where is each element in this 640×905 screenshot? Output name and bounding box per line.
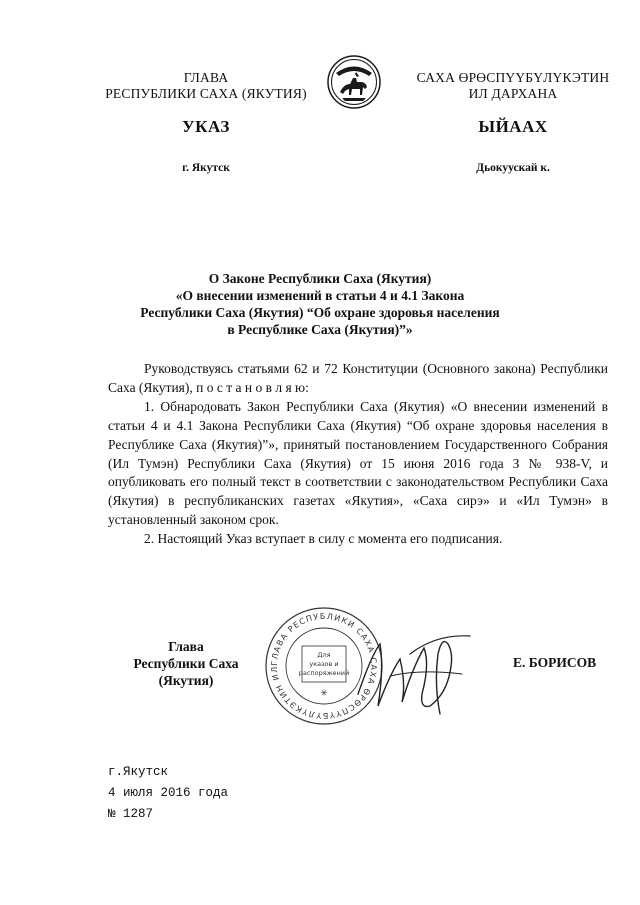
header-right [400, 70, 626, 102]
body-paragraph-preamble: Руководствуясь статьями 62 и 72 Конституции (Основного закона) Республики Саха (Якутия), п о с т а н о в л я ю: [108, 361, 608, 395]
decree-body [108, 360, 608, 549]
document-title-ru: УКАЗ [182, 117, 230, 136]
header-right-line2: ИЛ ДАРХАНА [468, 86, 558, 101]
signatory-title-line1: Глава [168, 639, 204, 654]
stamp-center-line3: распоряжений [298, 669, 350, 677]
body-paragraph-1: 1. Обнародовать Закон Республики Саха (Якутия) «О внесении изменений в статьи 4 и 4.1 Закона Республики Саха (Якутия) “Об охране здоровья населения в Республике Саха (Якутия)”», принятый постановлением Государственного Собрания (Ил Тумэн) Республики Саха (Якутия) от 15 июня 2016 года З № 938-V, и опубликовать его полный текст в соответствии с законодательством Республики Саха (Якутия) в республиканских газетах «Якутия», «Саха сирэ» и «Ил Тумэн» в установленный законом срок. [108, 398, 608, 528]
stamp-center-line1: Для [317, 651, 331, 659]
subject-line2: «О внесении изменений в статьи 4 и 4.1 Закона [175, 288, 465, 303]
signatory-name: Е. БОРИСОВ [513, 655, 597, 670]
header-left [96, 70, 316, 102]
emblem-icon [326, 54, 382, 110]
document-title-sakha: ЫЙААХ [478, 117, 548, 136]
decree-subject [120, 270, 520, 338]
stamp-ring-text: ГЛАВА РЕСПУБЛИКИ САХА САХА ӨРӨСПҮҮБҮЛҮКЭТИН ИЛ [269, 611, 379, 721]
handwritten-signature [350, 614, 480, 724]
footer-city: г.Якутск [108, 765, 169, 779]
place-sakha: Дьокуускай к. [476, 162, 550, 174]
decree-footer [108, 762, 228, 825]
subject-line3: Республики Саха (Якутия) “Об охране здоровья населения [140, 305, 500, 320]
signatory-title-line2: Республики Саха (Якутия) [133, 656, 239, 688]
header-right-line1: САХА ӨРӨСПҮҮБҮЛҮКЭТИН [416, 70, 610, 85]
header-left-line2: РЕСПУБЛИКИ САХА (ЯКУТИЯ) [105, 86, 307, 101]
body-paragraph-2: 2. Настоящий Указ вступает в силу с момента его подписания. [144, 531, 503, 547]
header-left-line1: ГЛАВА [183, 70, 229, 85]
subject-line1: О Законе Республики Саха (Якутия) [208, 271, 432, 286]
footer-number: № 1287 [108, 807, 154, 821]
svg-text:✳: ✳ [320, 689, 328, 699]
signatory-title [108, 638, 264, 689]
place-ru: г. Якутск [182, 162, 230, 174]
subject-line4: в Республике Саха (Якутия)”» [227, 322, 413, 337]
footer-date: 4 июля 2016 года [108, 786, 229, 800]
stamp-center-line2: указов и [309, 660, 339, 668]
